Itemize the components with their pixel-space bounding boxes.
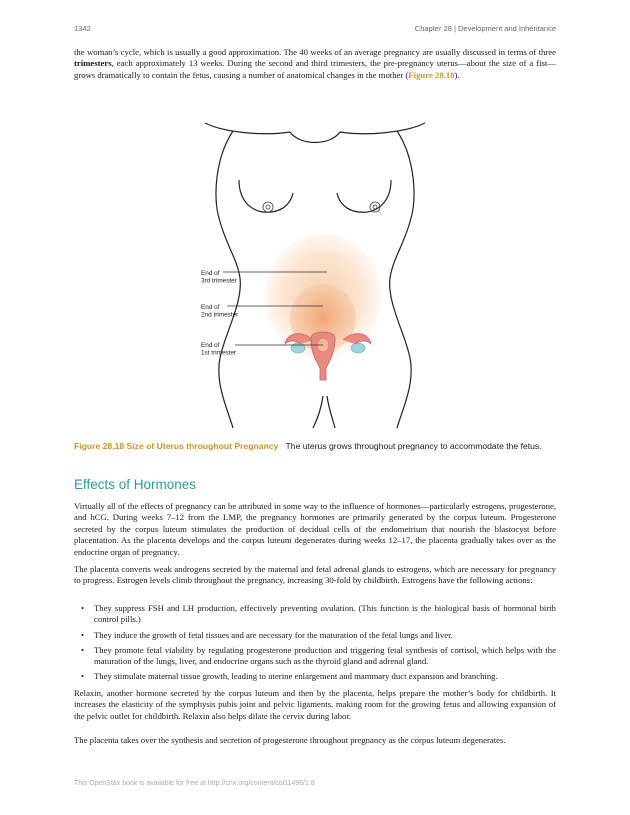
progesterone-paragraph: The placenta takes over the synthesis and secretion of progesterone throughout pregnancy as the corpus luteum degenerates. (74, 735, 506, 745)
label-2nd-trimester: End of 2nd trimester (201, 304, 239, 319)
list-item: • They promote fetal viability by regulating progesterone production and triggering fetal synthesis of cortisol, which helps with the maturation of the lungs, liver, and endocrine organs such as the thyroid gland and adrenal gland. (74, 645, 556, 668)
intro-paragraph (74, 47, 556, 81)
label-1st-trimester: End of 1st trimester (201, 342, 237, 357)
estrogen-paragraph: The placenta converts weak androgens secreted by the maternal and fetal adrenal glands to estrogens, which are necessary for pregnancy to progress. Estrogen levels climb throughout the pregnancy, increasing 30-fold by childbirth. Estrogens have the following actions: (74, 564, 556, 586)
section-heading: Effects of Hormones (74, 477, 197, 492)
chapter-title: Chapter 28 | Development and Inheritance (414, 24, 556, 33)
list-item: • They stimulate maternal tissue growth, leading to uterine enlargement and mammary duct expansion and branching. (74, 671, 556, 682)
uterus-1st-trimester (285, 332, 371, 380)
hormones-paragraph: Virtually all of the effects of pregnancy can be attributed in some way to the influence of hormones—particularly estrogens, progesterone, and hCG. During weeks 7–12 from the LMP, the pregnancy hormones are primarily generated by the corpus luteum. Progesterone secreted by the corpus luteum stimulates the production of decidual cells of the endometrium that nourish the blastocyst before placentation. As the placenta develops and the corpus luteum degenerates during weeks 12–17, the placenta gradually takes over as the endocrine organ of pregnancy. (74, 501, 556, 557)
estrogen-actions-list (74, 603, 556, 687)
relaxin-paragraph: Relaxin, another hormone secreted by the corpus luteum and then by the placenta, helps prepare the mother’s body for childbirth. It increases the elasticity of the symphysis pubis joint and pelvic ligaments, making room for the growing fetus and allowing expansion of the pelvic outlet for childbirth. Relaxin also helps dilate the cervix during labor. (74, 688, 556, 721)
intro-text-2: , each approximately 13 weeks. During the second and third trimesters, the pre-pregnancy uterus—about the size of a fist—grows dramatically to contain the fetus, causing a number of anatomical changes in the mother ( (74, 58, 556, 80)
footer-note: This OpenStax book is available for free at http://cnx.org/content/col11496/1.8 (74, 780, 315, 787)
intro-text-1: the woman’s cycle, which is usually a good approximation. The 40 weeks of an average pregnancy are usually discussed in terms of three (74, 47, 556, 57)
intro-text-3: ). (454, 69, 460, 80)
trimesters-term: trimesters (74, 58, 112, 69)
figure-caption (74, 441, 556, 452)
figure-caption-text: The uterus grows throughout pregnancy to accommodate the fetus. (285, 441, 542, 451)
list-item: • They suppress FSH and LH production, effectively preventing ovulation. (This function is the biological basis of hormonal birth control pills.) (74, 603, 556, 626)
figure-reference-link[interactable]: Figure 28.18 (408, 69, 455, 80)
nipple-left-icon (263, 202, 273, 212)
uterus-size-figure (195, 118, 435, 428)
label-3rd-trimester: End of 3rd trimester (201, 270, 237, 285)
list-item: • They induce the growth of fetal tissues and are necessary for the maturation of the fetal lungs and liver. (74, 630, 556, 641)
page-number: 1342 (74, 24, 91, 33)
figure-caption-label: Figure 28.18 Size of Uterus throughout Pregnancy (74, 441, 279, 451)
